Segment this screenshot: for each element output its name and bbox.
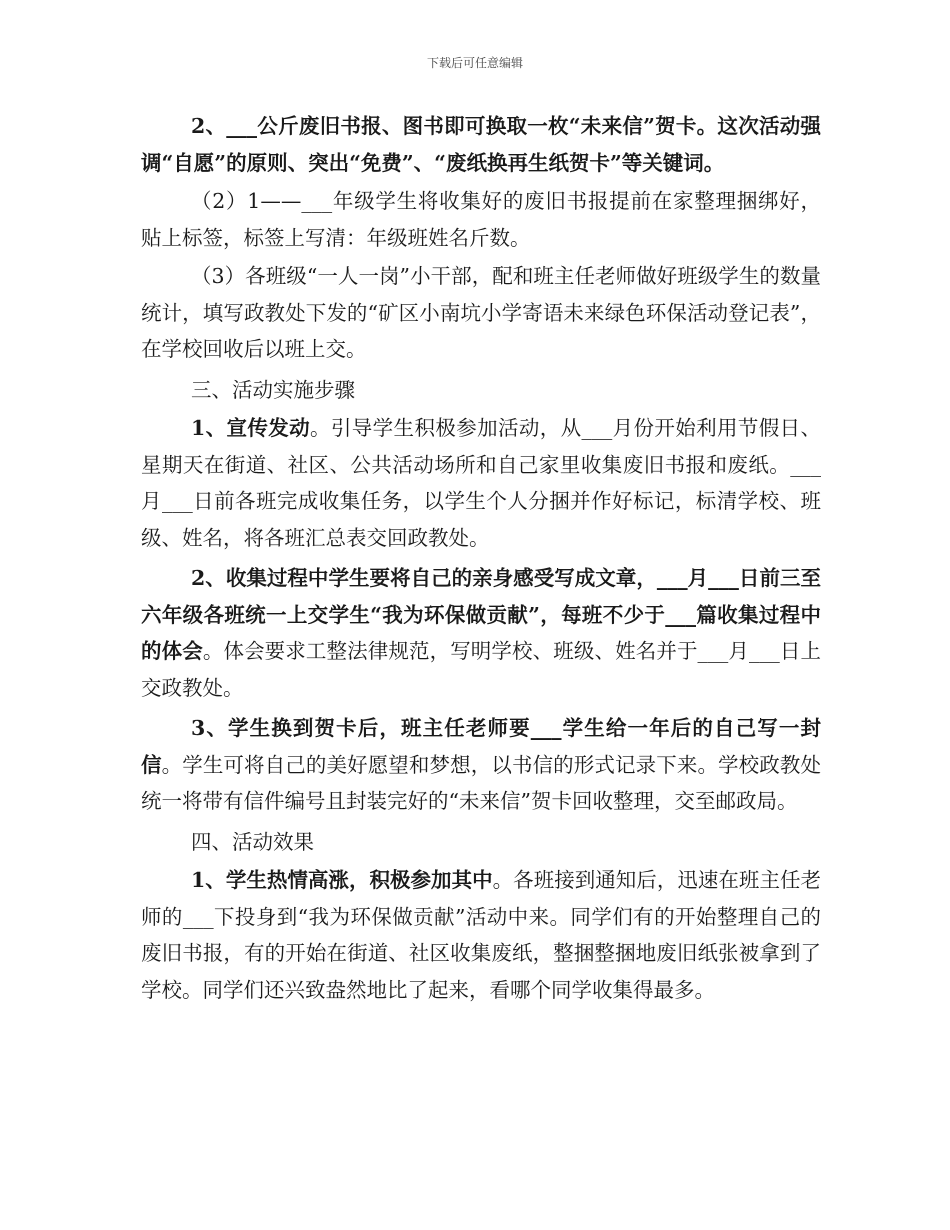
paragraph-7-text: 。各班接到通知后，迅速在班主任老师的___下投身到“我为环保做贡献”活动中来。同学们有的开始整理自己的废旧书报，有的开始在街道、社区收集废纸，整捆整捆地废旧纸张被拿到了学校。同学们还兴致盎然地比了起来，看哪个同学收集得最多。 [141,868,822,1002]
section-heading-3 [141,372,821,409]
paragraph-2 [141,183,821,256]
paragraph-2-text: （2）1——___年级学生将收集好的废旧书报提前在家整理捆绑好，贴上标签，标签上写清：年级班姓名斤数。 [141,189,821,250]
paragraph-7-bold: 1、学生热情高涨，积极参加其中 [191,868,493,892]
paragraph-5 [141,560,821,706]
page-header: 下载后可任意编辑 [426,56,523,70]
section-heading-4-text: 四、活动效果 [191,829,314,854]
paragraph-1-bold: 2、___公斤废旧书报、图书即可换取一枚“未来信”贺卡。这次活动强调“自愿”的原则、突出“免费”、“废纸换再生纸贺卡”等关键词。 [141,114,821,175]
paragraph-6-text: 。学生可将自己的美好愿望和梦想，以书信的形式记录下来。学校政教处统一将带有信件编号且封装完好的“未来信”贺卡回收整理，交至邮政局。 [141,752,821,813]
paragraph-3-text: （3）各班级“一人一岗”小干部，配和班主任老师做好班级学生的数量统计，填写政教处下发的“矿区小南坑小学寄语未来绿色环保活动登记表”，在学校回收后以班上交。 [141,264,821,361]
paragraph-6 [141,710,821,820]
paragraph-5-bold: 2、收集过程中学生要将自己的亲身感受写成文章，___月___日前三至六年级各班统一上交学生“我为环保做贡献”，每班不少于___篇收集过程中的体会 [141,566,821,663]
paragraph-7 [141,862,821,1008]
paragraph-5-text: 。体会要求工整法律规范，写明学校、班级、姓名并于___月___日上交政教处。 [141,639,822,700]
section-heading-3-text: 三、活动实施步骤 [191,377,355,402]
paragraph-4-bold: 1、宣传发动 [191,416,311,440]
paragraph-3 [141,258,821,368]
paragraph-4-text: 。引导学生积极参加活动，从___月份开始利用节假日、星期天在街道、社区、公共活动场所和自己家里收集废旧书报和废纸。___月___日前各班完成收集任务，以学生个人分捆并作好标记，标清学校、班级、姓名，将各班汇总表交回政教处。 [141,416,822,550]
document-body [141,108,821,1008]
paragraph-4 [141,410,821,556]
paragraph-1 [141,108,821,181]
paragraph-6-bold: 3、学生换到贺卡后，班主任老师要___学生给一年后的自己写一封信 [141,716,821,777]
section-heading-4 [141,824,821,861]
